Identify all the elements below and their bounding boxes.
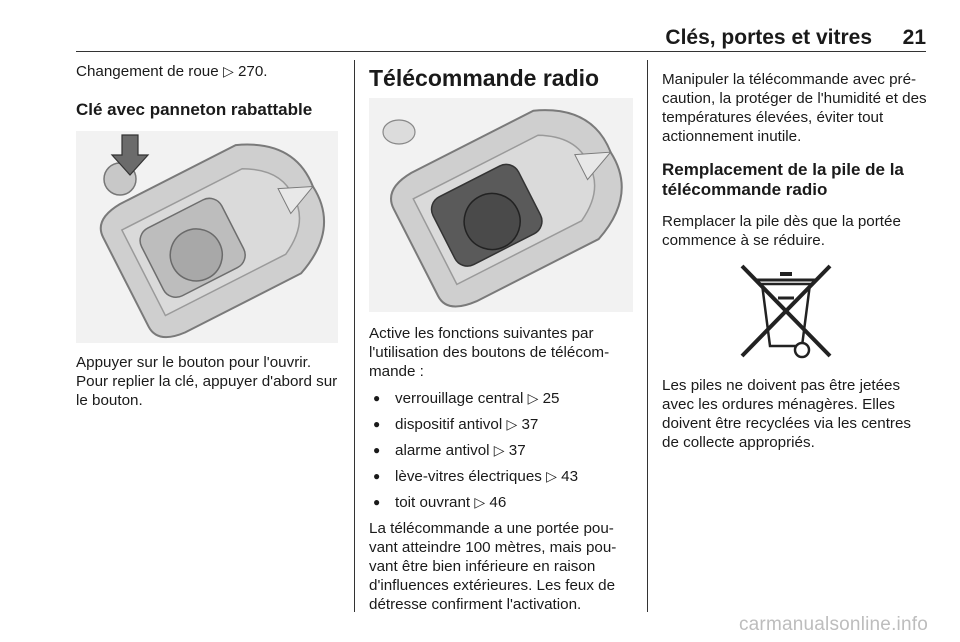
column-1: [76, 62, 338, 410]
battery-paragraph: Remplacer la pile dès que la portée commence à se réduire.: [662, 213, 901, 249]
functions-intro: Active les fonctions suivantes par l'utilisation des boutons de télécom- mande :: [369, 325, 610, 380]
disposal-paragraph: Les piles ne doivent pas être jetées avec les ordures ménagères. Elles doivent être recyclées via les centres de collecte appropriés.: [662, 377, 912, 451]
section-heading-radio-remote: Télécommande radio: [369, 65, 600, 91]
list-item: ● alarme antivol ▷ 37: [369, 441, 633, 460]
section-heading-battery-replacement: Remplacement de la pile de la télécommande radio: [662, 160, 904, 199]
watermark: carmanualsonline.info: [738, 614, 928, 635]
crossed-out-wheelie-bin-icon: [732, 260, 840, 362]
remote-key-illustration: [369, 98, 633, 312]
list-item: ● verrouillage central ▷ 25: [369, 389, 633, 408]
cross-reference-arrow-icon: ▷: [493, 442, 505, 458]
page-number: 21: [902, 26, 926, 49]
folding-key-instructions: Appuyer sur le bouton pour l'ouvrir. Pour replier la clé, appuyer d'abord sur le bouton.: [76, 354, 338, 409]
handling-paragraph: Manipuler la télécommande avec pré- caution, la protéger de l'humidité et des températures élevées, éviter tout actionnement inutile.: [662, 71, 927, 145]
cross-reference-arrow-icon: ▷: [527, 390, 539, 406]
section-heading-folding-key: Clé avec panneton rabattable: [76, 100, 313, 119]
chapter-title: Clés, portes et vitres: [665, 26, 872, 49]
list-item: ● toit ouvrant ▷ 46: [369, 493, 633, 512]
cross-reference-arrow-icon: ▷: [546, 468, 557, 484]
range-paragraph: La télécommande a une portée pou- vant atteindre 100 mètres, mais pou- vant être bien inférieure en raison d'influences extérieures. Les feux de détresse confirment l'activation.: [369, 520, 617, 613]
cross-reference-arrow-icon: ▷: [222, 63, 234, 79]
functions-list: [369, 389, 633, 512]
folding-key-illustration: [76, 131, 338, 343]
wheel-change-ref: Changement de roue ▷ 270.: [76, 63, 268, 80]
column-divider: [647, 60, 648, 612]
column-divider: [354, 60, 355, 612]
list-item: ● lève-vitres électriques ▷ 43: [369, 467, 633, 486]
list-item: ● dispositif antivol ▷ 37: [369, 415, 633, 434]
header-rule: [76, 51, 926, 52]
cross-reference-arrow-icon: ▷: [506, 416, 518, 432]
cross-reference-arrow-icon: ▷: [474, 494, 486, 510]
column-3: [662, 70, 930, 452]
column-2: [369, 64, 633, 614]
